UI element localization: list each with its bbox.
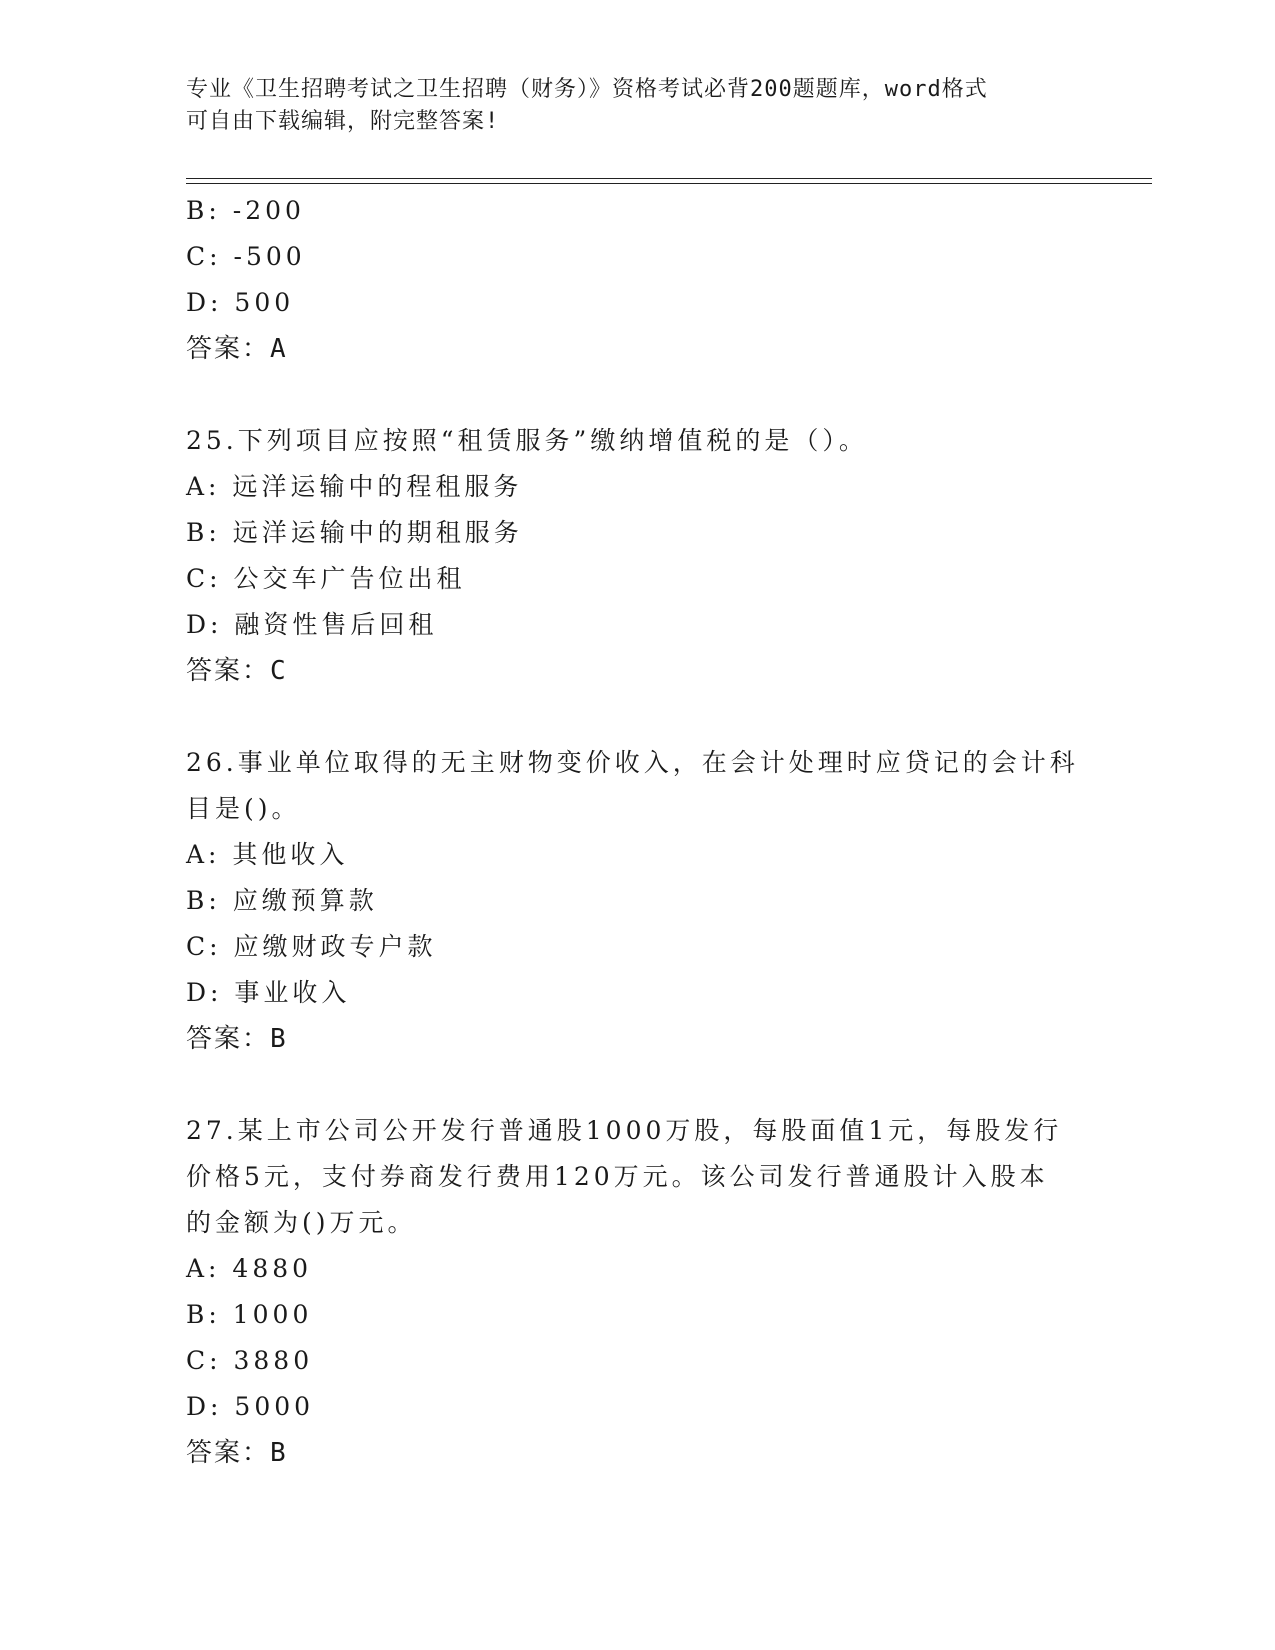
question-stem: 26.事业单位取得的无主财物变价收入，在会计处理时应贷记的会计科	[186, 748, 1079, 777]
header-divider-top	[186, 178, 1152, 179]
answer-line: 答案：A	[186, 334, 288, 364]
question-stem: 27.某上市公司公开发行普通股1000万股，每股面值1元，每股发行	[186, 1116, 1063, 1145]
question-27	[186, 1108, 1086, 1476]
option-d: D: 500	[186, 288, 295, 317]
question-26	[186, 740, 1086, 1062]
question-stem-continued: 目是()。	[186, 794, 301, 823]
carry-over-question	[186, 188, 1086, 372]
question-stem-continued: 价格5元，支付券商发行费用120万元。该公司发行普通股计入股本	[186, 1162, 1049, 1191]
option-c: C: -500	[186, 242, 306, 271]
question-25	[186, 418, 1086, 694]
option-a: A: 远洋运输中的程租服务	[186, 472, 523, 501]
option-d: D: 融资性售后回租	[186, 610, 438, 639]
question-stem: 25.下列项目应按照“租赁服务”缴纳增值税的是（）。	[186, 426, 868, 455]
answer-line: 答案：B	[186, 1024, 288, 1054]
option-b: B: -200	[186, 196, 305, 225]
header-line-2: 可自由下载编辑，附完整答案!	[186, 109, 500, 134]
document-header	[186, 74, 1076, 138]
question-stem-continued: 的金额为()万元。	[186, 1208, 417, 1237]
option-d: D: 事业收入	[186, 978, 351, 1007]
option-b: B: 应缴预算款	[186, 886, 378, 915]
option-a: A: 4880	[186, 1254, 313, 1283]
answer-line: 答案：B	[186, 1438, 288, 1468]
question-list	[186, 188, 1086, 1476]
option-a: A: 其他收入	[186, 840, 349, 869]
option-c: C: 公交车广告位出租	[186, 564, 466, 593]
option-c: C: 应缴财政专户款	[186, 932, 437, 961]
option-b: B: 远洋运输中的期租服务	[186, 518, 523, 547]
header-divider-bottom	[186, 183, 1152, 184]
option-b: B: 1000	[186, 1300, 313, 1329]
option-d: D: 5000	[186, 1392, 315, 1421]
header-line-1: 专业《卫生招聘考试之卫生招聘（财务）》资格考试必背200题题库，word格式	[186, 77, 988, 102]
option-c: C: 3880	[186, 1346, 314, 1375]
answer-line: 答案：C	[186, 656, 288, 686]
